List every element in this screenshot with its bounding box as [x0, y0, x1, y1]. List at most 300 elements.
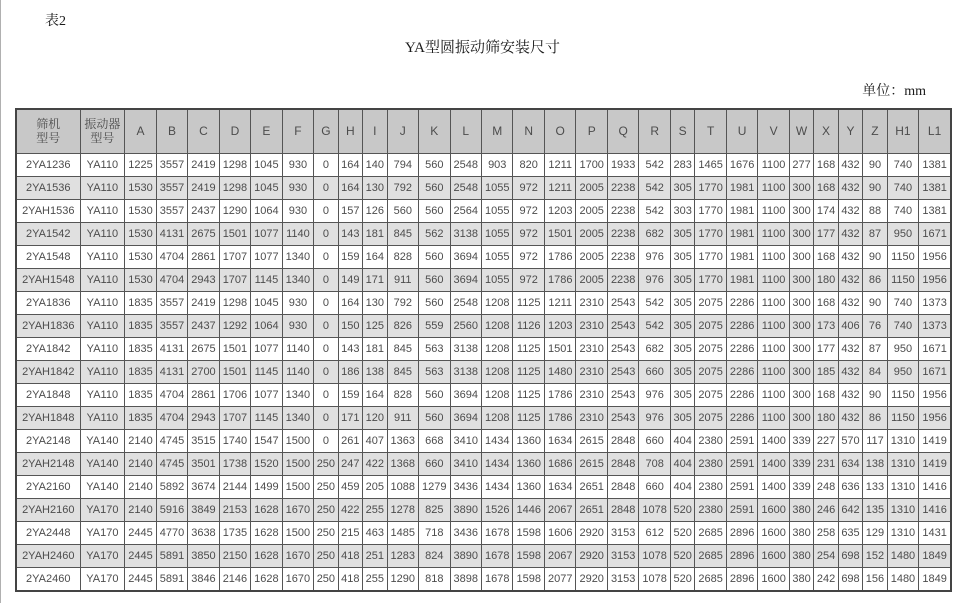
table-row: [16, 499, 951, 522]
dimension-cell: 0: [314, 292, 338, 315]
dimension-cell: 205: [363, 476, 387, 499]
dimension-cell: 560: [419, 200, 450, 223]
dimension-cell: 126: [363, 200, 387, 223]
dimension-cell: 168: [814, 384, 838, 407]
dimension-cell: 3557: [156, 315, 187, 338]
dimension-cell: 1363: [387, 430, 418, 453]
dimension-cell: 2140: [125, 476, 156, 499]
dimension-cell: 1628: [251, 545, 282, 568]
dimension-cell: 2075: [695, 292, 726, 315]
dimension-cell: 1786: [544, 246, 575, 269]
dimension-cell: 1298: [219, 154, 250, 177]
dimension-cell: 682: [639, 338, 670, 361]
dimension-cell: 820: [513, 154, 544, 177]
dimension-cell: 1678: [482, 568, 513, 592]
dimension-cell: 300: [789, 292, 813, 315]
dimension-cell: 2286: [726, 338, 757, 361]
dimension-cell: 406: [838, 315, 862, 338]
dimension-cell: 560: [419, 246, 450, 269]
dimension-cell: 826: [387, 315, 418, 338]
dimension-cell: 1340: [282, 407, 313, 430]
screen-model-cell: 2YAH1536: [16, 200, 80, 223]
dimension-cell: 1381: [919, 200, 951, 223]
dimension-cell: 168: [814, 292, 838, 315]
dimension-cell: 1310: [887, 499, 918, 522]
screen-model-cell: 2YA1536: [16, 177, 80, 200]
page-title: YA型圆振动筛安装尺寸: [404, 40, 560, 56]
dimension-cell: 2543: [607, 384, 638, 407]
dimension-cell: 0: [314, 315, 338, 338]
dimension-cell: 1835: [125, 315, 156, 338]
dimension-cell: 3557: [156, 200, 187, 223]
dimension-cell: 1278: [387, 499, 418, 522]
dimension-cell: 1100: [758, 338, 789, 361]
dimension-cell: 1446: [513, 499, 544, 522]
dimension-cell: 1634: [544, 430, 575, 453]
dimension-cell: 1786: [544, 269, 575, 292]
table-row: [16, 177, 951, 200]
dimension-cell: 1933: [607, 154, 638, 177]
dimension-cell: 3153: [607, 568, 638, 592]
dimension-cell: 2238: [607, 177, 638, 200]
dimension-cell: 171: [363, 269, 387, 292]
screen-model-cell: 2YA1542: [16, 223, 80, 246]
column-header-f: F: [282, 109, 313, 154]
column-header-vibrator-model: [80, 109, 125, 154]
dimension-cell: 1530: [125, 246, 156, 269]
column-header-j: J: [387, 109, 418, 154]
dimension-cell: 174: [814, 200, 838, 223]
dimension-cell: 2685: [695, 545, 726, 568]
dimension-cell: 1670: [282, 568, 313, 592]
column-header-y: Y: [838, 109, 862, 154]
dimension-cell: 432: [838, 154, 862, 177]
screen-model-cell: 2YA2448: [16, 522, 80, 545]
dimension-cell: 432: [838, 384, 862, 407]
dimension-cell: 4745: [156, 430, 187, 453]
header-row: [16, 109, 951, 154]
dimension-cell: 1150: [887, 246, 918, 269]
dimension-cell: 250: [314, 476, 338, 499]
dimension-cell: 2286: [726, 361, 757, 384]
dimension-cell: 4131: [156, 361, 187, 384]
vibrator-model-header-line1: 振动器: [84, 117, 121, 132]
dimension-cell: 3436: [450, 522, 481, 545]
dimension-cell: 1208: [482, 315, 513, 338]
dimension-cell: 1598: [513, 522, 544, 545]
dimension-cell: 3153: [607, 545, 638, 568]
dimension-cell: 463: [363, 522, 387, 545]
column-header-l1: L1: [919, 109, 951, 154]
dimension-cell: 2848: [607, 499, 638, 522]
dimension-cell: 407: [363, 430, 387, 453]
dimension-cell: 1208: [482, 338, 513, 361]
dimension-cell: 3846: [188, 568, 219, 592]
dimension-cell: 339: [789, 476, 813, 499]
table-row: [16, 453, 951, 476]
dimension-cell: 3694: [450, 269, 481, 292]
dimension-cell: 3138: [450, 361, 481, 384]
dimension-cell: 1530: [125, 200, 156, 223]
dimension-cell: 380: [789, 545, 813, 568]
dimension-cell: 1064: [251, 315, 282, 338]
table-row: [16, 384, 951, 407]
dimension-cell: 698: [838, 545, 862, 568]
dimension-cell: 1419: [919, 453, 951, 476]
unit-label: 单位：mm: [862, 84, 926, 99]
dimension-cell: 300: [789, 338, 813, 361]
dimension-cell: 3694: [450, 407, 481, 430]
dimension-cell: 740: [887, 315, 918, 338]
dimension-cell: 828: [387, 246, 418, 269]
dimension-cell: 432: [838, 246, 862, 269]
dimension-cell: 303: [670, 200, 694, 223]
dimension-cell: 660: [419, 453, 450, 476]
dimension-cell: 300: [789, 246, 813, 269]
dimension-cell: 612: [639, 522, 670, 545]
dimension-cell: 950: [887, 338, 918, 361]
dimension-cell: 2238: [607, 200, 638, 223]
dimension-cell: 1707: [219, 269, 250, 292]
dimension-cell: 87: [863, 223, 887, 246]
dimension-cell: 1686: [544, 453, 575, 476]
dimension-cell: 1416: [919, 476, 951, 499]
dimension-cell: 2848: [607, 430, 638, 453]
dimension-cell: 432: [838, 200, 862, 223]
dimension-cell: 1340: [282, 269, 313, 292]
dimension-cell: 708: [639, 453, 670, 476]
dimension-cell: 1501: [544, 338, 575, 361]
dimension-cell: 255: [363, 499, 387, 522]
dimension-cell: 1088: [387, 476, 418, 499]
dimension-cell: 150: [338, 315, 362, 338]
dimension-cell: 1707: [219, 407, 250, 430]
column-header-v: V: [758, 109, 789, 154]
dimension-cell: 3515: [188, 430, 219, 453]
dimension-cell: 1981: [726, 200, 757, 223]
dimension-cell: 2238: [607, 269, 638, 292]
dimension-cell: 380: [789, 499, 813, 522]
dimension-cell: 418: [338, 568, 362, 592]
dimension-cell: 404: [670, 476, 694, 499]
column-header-m: M: [482, 109, 513, 154]
dimension-cell: 138: [363, 361, 387, 384]
dimension-cell: 2005: [576, 200, 607, 223]
dimension-cell: 1211: [544, 154, 575, 177]
dimension-cell: 1045: [251, 292, 282, 315]
dimension-cell: 1499: [251, 476, 282, 499]
column-header-a: A: [125, 109, 156, 154]
table-row: [16, 430, 951, 453]
dimension-cell: 2419: [188, 177, 219, 200]
screen-model-cell: 2YA1236: [16, 154, 80, 177]
dimension-cell: 634: [838, 453, 862, 476]
dimension-cell: 740: [887, 200, 918, 223]
column-header-d: D: [219, 109, 250, 154]
column-header-screen-model: [16, 109, 80, 154]
dimension-cell: 250: [314, 453, 338, 476]
dimension-cell: 1434: [482, 476, 513, 499]
dimension-cell: 1835: [125, 407, 156, 430]
dimension-cell: 1628: [251, 568, 282, 592]
dimension-cell: 1500: [282, 522, 313, 545]
dimension-cell: 1077: [251, 384, 282, 407]
dimension-cell: 143: [338, 338, 362, 361]
column-header-k: K: [419, 109, 450, 154]
dimension-cell: 168: [814, 246, 838, 269]
dimension-cell: 660: [639, 361, 670, 384]
dimension-cell: 305: [670, 177, 694, 200]
dimension-cell: 1547: [251, 430, 282, 453]
dimension-cell: 560: [419, 384, 450, 407]
dimension-cell: 1480: [887, 545, 918, 568]
dimension-cell: 215: [338, 522, 362, 545]
dimension-cell: 1100: [758, 223, 789, 246]
dimension-cell: 1208: [482, 361, 513, 384]
dimension-cell: 185: [814, 361, 838, 384]
dimension-cell: 1400: [758, 453, 789, 476]
dimension-cell: 156: [863, 568, 887, 592]
dimension-cell: 2005: [576, 246, 607, 269]
dimension-cell: 247: [338, 453, 362, 476]
dimension-cell: 792: [387, 177, 418, 200]
dimension-cell: 560: [419, 407, 450, 430]
dimension-cell: 250: [314, 522, 338, 545]
dimension-cell: 825: [419, 499, 450, 522]
dimension-cell: 1738: [219, 453, 250, 476]
dimension-cell: 1786: [544, 384, 575, 407]
screen-model-cell: 2YAH2148: [16, 453, 80, 476]
column-header-n: N: [513, 109, 544, 154]
dimension-cell: 1360: [513, 476, 544, 499]
table-row: [16, 315, 951, 338]
dimension-cell: 164: [338, 154, 362, 177]
dimension-cell: 1835: [125, 384, 156, 407]
screen-model-cell: 2YA2160: [16, 476, 80, 499]
dimension-cell: 3138: [450, 338, 481, 361]
dimension-cell: 2848: [607, 476, 638, 499]
dimension-cell: 251: [363, 545, 387, 568]
dimension-cell: 5892: [156, 476, 187, 499]
vibrator-model-cell: YA110: [80, 177, 125, 200]
dimension-cell: 3436: [450, 476, 481, 499]
column-header-o: O: [544, 109, 575, 154]
table-row: [16, 246, 951, 269]
dimension-cell: 2419: [188, 154, 219, 177]
dimension-cell: 1310: [887, 476, 918, 499]
dimension-cell: 3850: [188, 545, 219, 568]
dimension-cell: 950: [887, 223, 918, 246]
dimension-cell: 1292: [219, 315, 250, 338]
dimension-cell: 1480: [544, 361, 575, 384]
dimension-cell: 542: [639, 154, 670, 177]
dimension-cell: 432: [838, 292, 862, 315]
dimension-cell: 2943: [188, 407, 219, 430]
dimension-cell: 130: [363, 177, 387, 200]
table-row: [16, 476, 951, 499]
dimension-cell: 422: [363, 453, 387, 476]
dimension-cell: 2310: [576, 315, 607, 338]
dimension-cell: 911: [387, 407, 418, 430]
vibrator-model-cell: YA110: [80, 407, 125, 430]
screen-model-cell: 2YA2460: [16, 568, 80, 592]
dimension-cell: 277: [789, 154, 813, 177]
dimension-cell: 5916: [156, 499, 187, 522]
dimension-cell: 1600: [758, 568, 789, 592]
dimension-cell: 2286: [726, 407, 757, 430]
dimension-cell: 2140: [125, 499, 156, 522]
dimension-cell: 1100: [758, 407, 789, 430]
dimension-cell: 157: [338, 200, 362, 223]
dimension-cell: 2005: [576, 223, 607, 246]
dimension-cell: 1956: [919, 384, 951, 407]
dimension-cell: 2543: [607, 315, 638, 338]
column-header-r: R: [639, 109, 670, 154]
dimension-cell: 1360: [513, 430, 544, 453]
dimension-cell: 1310: [887, 522, 918, 545]
dimension-cell: 2146: [219, 568, 250, 592]
dimension-cell: 1225: [125, 154, 156, 177]
dimension-cell: 520: [670, 545, 694, 568]
dimension-cell: 930: [282, 292, 313, 315]
dimension-cell: 1078: [639, 545, 670, 568]
column-header-c: C: [188, 109, 219, 154]
vibrator-model-cell: YA170: [80, 568, 125, 592]
dimension-cell: 2310: [576, 407, 607, 430]
dimension-cell: 76: [863, 315, 887, 338]
dimension-cell: 660: [639, 430, 670, 453]
dimension-cell: 1045: [251, 154, 282, 177]
dimension-cell: 1140: [282, 223, 313, 246]
dimension-cell: 660: [639, 476, 670, 499]
dimension-cell: 1203: [544, 315, 575, 338]
dimension-cell: 1956: [919, 246, 951, 269]
dimension-cell: 305: [670, 361, 694, 384]
vibrator-model-cell: YA110: [80, 292, 125, 315]
dimension-cell: 305: [670, 269, 694, 292]
dimension-cell: 1208: [482, 407, 513, 430]
dimension-cell: 1835: [125, 292, 156, 315]
table-row: [16, 200, 951, 223]
dimension-cell: 2075: [695, 315, 726, 338]
screen-model-cell: 2YA2148: [16, 430, 80, 453]
dimension-cell: 976: [639, 407, 670, 430]
dimension-cell: 250: [314, 499, 338, 522]
dimension-cell: 1055: [482, 269, 513, 292]
dimension-cell: 976: [639, 246, 670, 269]
dimension-cell: 1298: [219, 292, 250, 315]
dimension-cell: 3153: [607, 522, 638, 545]
dimension-cell: 90: [863, 154, 887, 177]
dimension-cell: 1707: [219, 246, 250, 269]
screen-model-cell: 2YAH1548: [16, 269, 80, 292]
dimension-cell: 2943: [188, 269, 219, 292]
dimension-cell: 1150: [887, 384, 918, 407]
screen-model-cell: 2YAH2160: [16, 499, 80, 522]
vibrator-model-cell: YA140: [80, 453, 125, 476]
dimension-cell: 794: [387, 154, 418, 177]
dimension-cell: 560: [419, 177, 450, 200]
dimension-cell: 2286: [726, 384, 757, 407]
dimension-cell: 2075: [695, 407, 726, 430]
dimension-cell: 2144: [219, 476, 250, 499]
dimension-cell: 339: [789, 453, 813, 476]
dimension-cell: 1786: [544, 407, 575, 430]
dimension-cell: 2077: [544, 568, 575, 592]
dimension-cell: 3410: [450, 453, 481, 476]
dimension-cell: 740: [887, 177, 918, 200]
vibrator-model-cell: YA170: [80, 545, 125, 568]
dimension-cell: 2675: [188, 338, 219, 361]
dimension-cell: 1211: [544, 177, 575, 200]
screen-model-cell: 2YA1548: [16, 246, 80, 269]
dimension-cell: 1283: [387, 545, 418, 568]
dimension-cell: 1700: [576, 154, 607, 177]
dimension-cell: 1077: [251, 246, 282, 269]
dimension-cell: 283: [670, 154, 694, 177]
dimension-cell: 164: [338, 177, 362, 200]
dimension-cell: 1055: [482, 246, 513, 269]
dimension-cell: 422: [338, 499, 362, 522]
dimension-cell: 976: [639, 384, 670, 407]
dimension-cell: 300: [789, 177, 813, 200]
dimension-cell: 2896: [726, 545, 757, 568]
vibrator-model-cell: YA140: [80, 430, 125, 453]
dimension-cell: 305: [670, 292, 694, 315]
dimension-cell: 520: [670, 568, 694, 592]
dimension-cell: 180: [814, 269, 838, 292]
dimension-cell: 432: [838, 338, 862, 361]
table-row: [16, 522, 951, 545]
dimension-cell: 520: [670, 522, 694, 545]
dimension-cell: 3138: [450, 223, 481, 246]
dimension-cell: 4704: [156, 384, 187, 407]
dimension-cell: 1045: [251, 177, 282, 200]
dimension-cell: 168: [814, 177, 838, 200]
dimension-cell: 2700: [188, 361, 219, 384]
dimension-cell: 792: [387, 292, 418, 315]
dimension-cell: 459: [338, 476, 362, 499]
dimension-cell: 911: [387, 269, 418, 292]
dimension-cell: 542: [639, 200, 670, 223]
dimension-cell: 1981: [726, 269, 757, 292]
dimension-cell: 1434: [482, 453, 513, 476]
dimension-cell: 84: [863, 361, 887, 384]
dimension-cell: 1055: [482, 177, 513, 200]
table-row: [16, 568, 951, 592]
dimension-cell: 1981: [726, 246, 757, 269]
dimension-cell: 1145: [251, 361, 282, 384]
dimension-cell: 2005: [576, 269, 607, 292]
screen-model-cell: 2YA1842: [16, 338, 80, 361]
column-header-h1: H1: [887, 109, 918, 154]
dimension-cell: 2075: [695, 338, 726, 361]
dimension-cell: 2651: [576, 499, 607, 522]
dimension-cell: 173: [814, 315, 838, 338]
dimension-cell: 1956: [919, 407, 951, 430]
dimension-cell: 3557: [156, 177, 187, 200]
dimension-cell: 0: [314, 430, 338, 453]
dimension-cell: 562: [419, 223, 450, 246]
dimension-cell: 2920: [576, 568, 607, 592]
dimension-cell: 432: [838, 177, 862, 200]
dimension-cell: 1340: [282, 384, 313, 407]
dimension-cell: 2920: [576, 545, 607, 568]
dimension-cell: 177: [814, 338, 838, 361]
dimension-cell: 138: [863, 453, 887, 476]
dimension-cell: 1530: [125, 269, 156, 292]
dimension-cell: 242: [814, 568, 838, 592]
